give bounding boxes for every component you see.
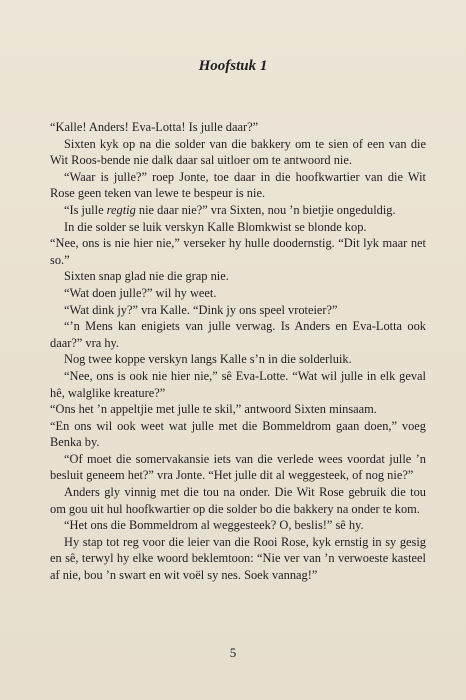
paragraph: “Nee, ons is nie hier nie,” verseker hy hulle doodernstig. “Dit lyk maar net so.”	[50, 236, 426, 267]
paragraph: “Of moet die somervakansie iets van die verlede wees voordat julle ’n besluit geneem het?” vra Jonte. “Het julle dit al weggesteek, of nog nie?”	[50, 451, 426, 483]
paragraph: In die solder se luik verskyn Kalle Blomkwist se blonde kop.	[64, 219, 367, 234]
emphasized-word: regtig	[106, 202, 136, 217]
paragraph: “Kalle! Anders! Eva-Lotta! Is julle daar?”	[50, 120, 259, 134]
paragraph: Anders gly vinnig met die tou na onder. Die Wit Rose gebruik die tou om gou uit hul hoofkwartier op die solder bo die bakkery na onder te kom.	[50, 485, 426, 516]
paragraph: “En ons wil ook weet wat julle met die Bommeldrom gaan doen,” voeg Benka by.	[50, 418, 426, 450]
body-text	[50, 119, 426, 584]
paragraph-text: “Is julle	[64, 202, 107, 217]
paragraph: Nog twee koppe verskyn langs Kalle s’n in die solderluik.	[64, 352, 352, 367]
paragraph: “Ons het ’n appeltjie met julle te skil,” antwoord Sixten minsaam.	[50, 402, 377, 417]
paragraph: “Nee, ons is ook nie hier nie,” sê Eva-Lotte. “Wat wil julle in elk geval hê, walglike kreature?”	[50, 368, 426, 400]
paragraph: “’n Mens kan enigiets van julle verwag. Is Anders en Eva-Lotta ook daar?” vra hy.	[50, 319, 426, 350]
paragraph: Sixten kyk op na die solder van die bakkery om te sien of een van die Wit Roos-bende nie dalk daar sal uitloer om te antwoord nie.	[50, 136, 426, 168]
paragraph: “Wat dink jy?” vra Kalle. “Dink jy ons speel vroteier?”	[64, 302, 338, 317]
page-number: 5	[229, 645, 237, 660]
paragraph	[50, 202, 426, 219]
paragraph: “Het ons die Bommeldrom al weggesteek? O, beslis!” sê hy.	[64, 518, 364, 533]
paragraph-text: nie daar nie?” vra Sixten, nou ’n bietjie ongeduldig.	[135, 202, 396, 217]
chapter-title: Hoofstuk 1	[198, 58, 268, 74]
paragraph: Sixten snap glad nie die grap nie.	[64, 269, 229, 284]
paragraph: “Wat doen julle?” wil hy weet.	[64, 285, 217, 300]
paragraph: Hy stap tot reg voor die leier van die Rooi Rose, kyk ernstig in sy gesig en sê, terwyl hy elke woord beklemtoon: “Nie ver van ’n verwoeste kasteel af nie, bou ’n swart en wit voël sy nes. Soek vannag!”	[50, 534, 426, 583]
paragraph: “Waar is julle?” roep Jonte, toe daar in die hoofkwartier van die Wit Rose geen teken van lewe te bespeur is nie.	[50, 169, 426, 201]
